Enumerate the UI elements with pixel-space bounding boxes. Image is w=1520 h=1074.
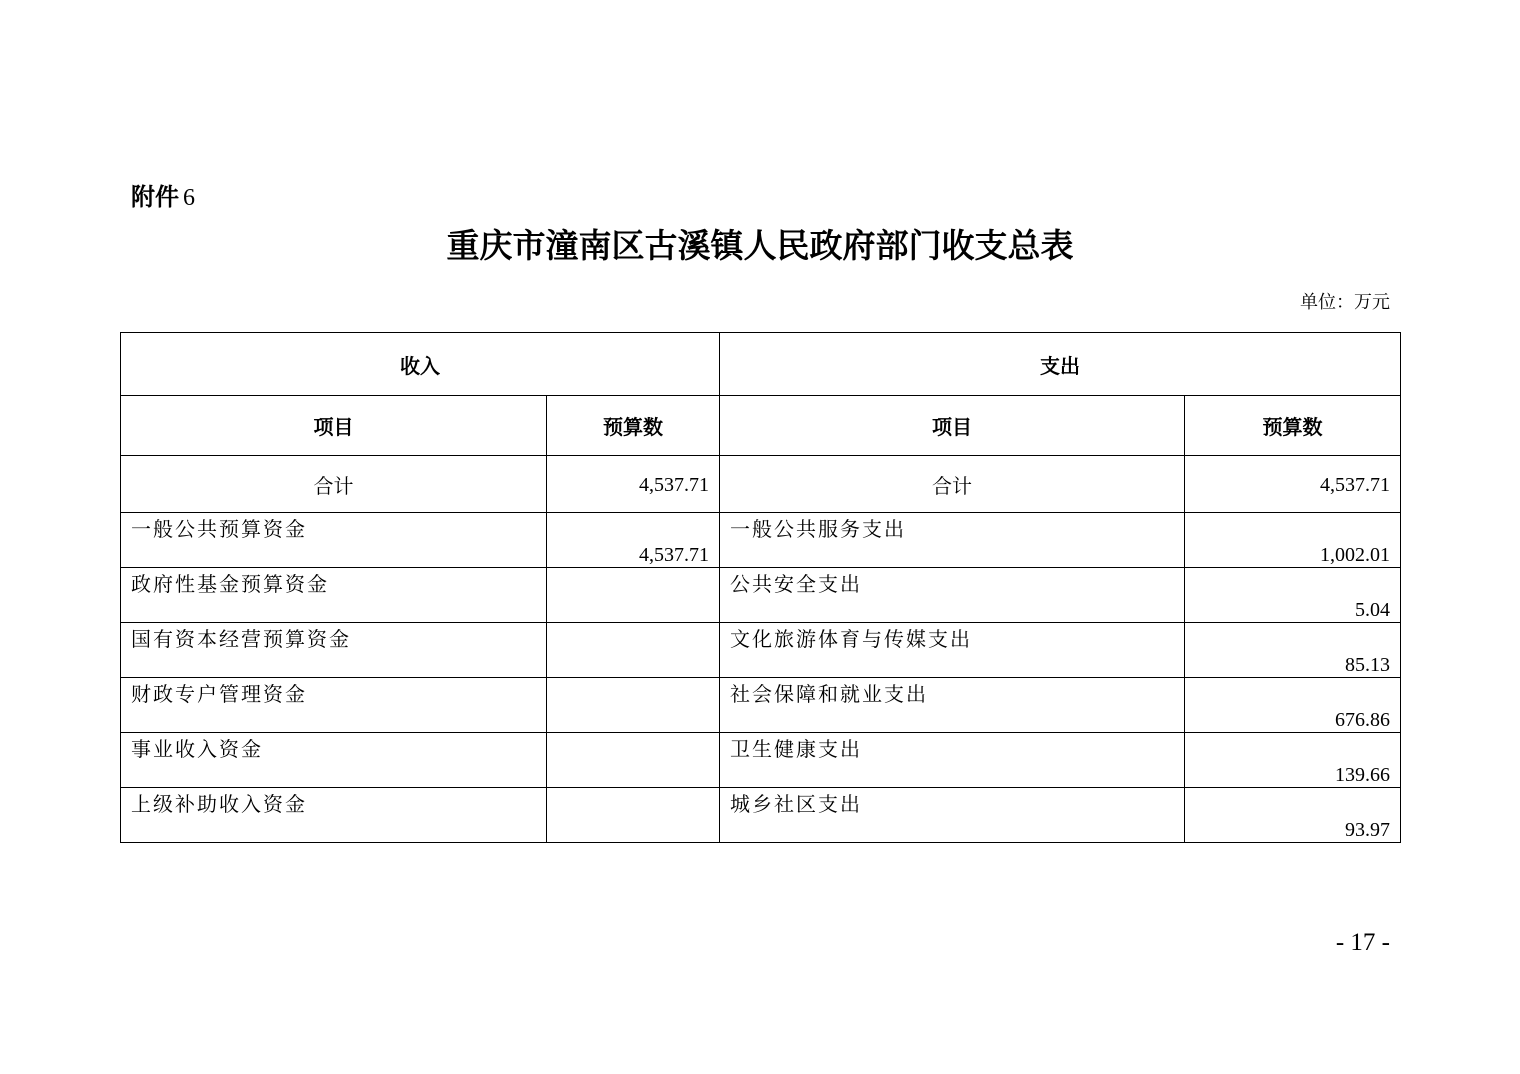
expense-total-label: 合计: [720, 456, 1185, 513]
attachment-number: 6: [183, 185, 195, 211]
expense-item: 卫生健康支出: [720, 733, 1185, 788]
attachment-text: 附件: [131, 183, 179, 211]
table-row: [121, 513, 1401, 568]
expense-amount: 93.97: [1185, 788, 1401, 843]
expense-amount: 676.86: [1185, 678, 1401, 733]
income-amount: [547, 568, 720, 623]
expense-item: 一般公共服务支出: [720, 513, 1185, 568]
expense-item: 城乡社区支出: [720, 788, 1185, 843]
income-item: 政府性基金预算资金: [121, 568, 547, 623]
expense-item: 文化旅游体育与传媒支出: [720, 623, 1185, 678]
expense-item-header: 项目: [720, 396, 1185, 456]
expense-item: 公共安全支出: [720, 568, 1185, 623]
table-row: [121, 788, 1401, 843]
table-row: [121, 568, 1401, 623]
income-item: 上级补助收入资金: [121, 788, 547, 843]
total-row: [121, 456, 1401, 513]
income-item: 事业收入资金: [121, 733, 547, 788]
expense-total-amount: 4,537.71: [1185, 456, 1401, 513]
income-amount: 4,537.71: [547, 513, 720, 568]
section-header-row: [121, 333, 1401, 396]
expense-item: 社会保障和就业支出: [720, 678, 1185, 733]
income-amount: [547, 678, 720, 733]
expense-amount: 85.13: [1185, 623, 1401, 678]
income-total-amount: 4,537.71: [547, 456, 720, 513]
attachment-label: [131, 180, 195, 215]
table-row: [121, 733, 1401, 788]
expense-amount: 5.04: [1185, 568, 1401, 623]
income-item-header: 项目: [121, 396, 547, 456]
income-amount: [547, 623, 720, 678]
income-amount: [547, 788, 720, 843]
income-amount: [547, 733, 720, 788]
column-header-row: [121, 396, 1401, 456]
income-header: 收入: [121, 333, 720, 396]
income-item: 国有资本经营预算资金: [121, 623, 547, 678]
expense-amount-header: 预算数: [1185, 396, 1401, 456]
unit-label: 单位：万元: [1300, 292, 1390, 313]
expense-header: 支出: [720, 333, 1401, 396]
income-total-label: 合计: [121, 456, 547, 513]
expense-amount: 1,002.01: [1185, 513, 1401, 568]
page-title: 重庆市潼南区古溪镇人民政府部门收支总表: [446, 226, 1074, 265]
income-item: 财政专户管理资金: [121, 678, 547, 733]
income-amount-header: 预算数: [547, 396, 720, 456]
page-number: - 17 -: [1335, 929, 1390, 956]
income-item: 一般公共预算资金: [121, 513, 547, 568]
table-row: [121, 678, 1401, 733]
table-row: [121, 623, 1401, 678]
budget-table: [120, 332, 1401, 843]
expense-amount: 139.66: [1185, 733, 1401, 788]
